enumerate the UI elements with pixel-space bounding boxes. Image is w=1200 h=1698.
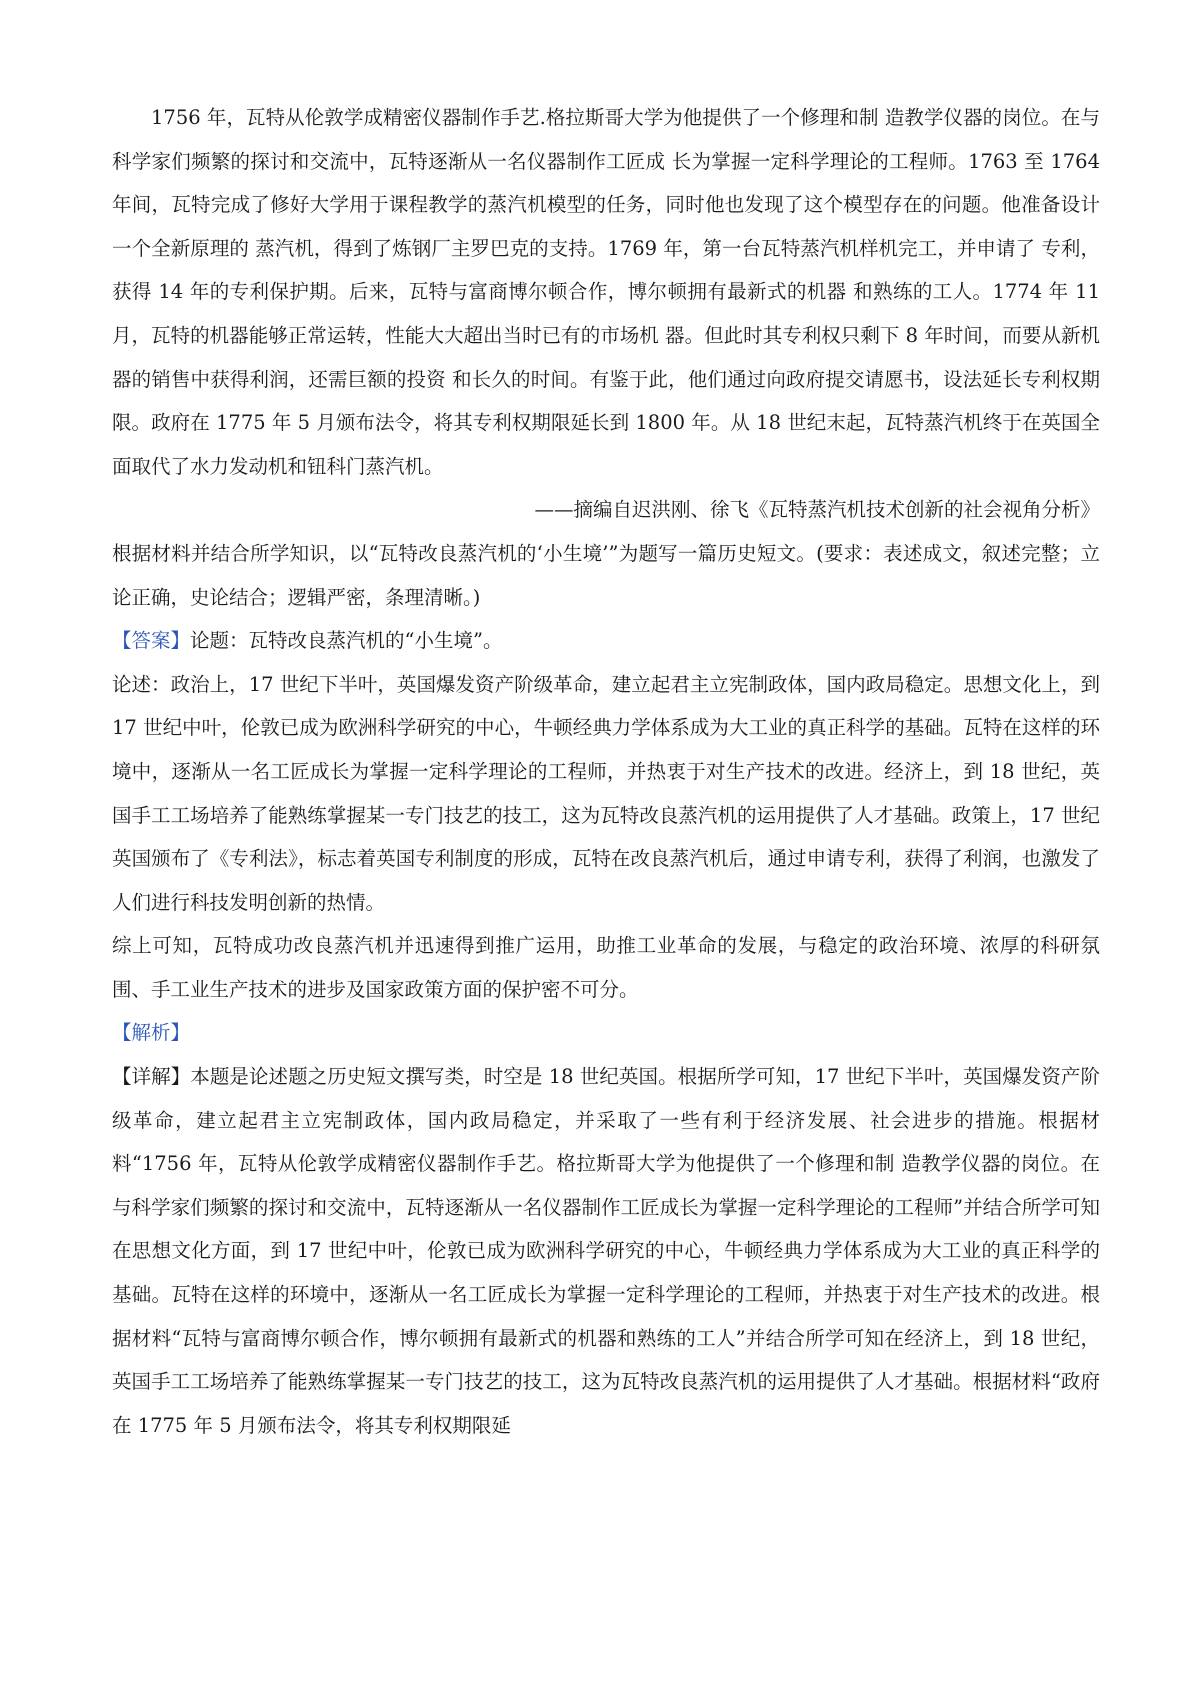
question-prompt: 根据材料并结合所学知识，以“瓦特改良蒸汽机的‘小生境’”为题写一篇历史短文。(要求：表述成文，叙述完整；立论正确，史论结合；逻辑严密，条理清晰。) xyxy=(112,541,1100,609)
document-page xyxy=(112,96,1100,1447)
analysis-label: 【解析】 xyxy=(112,1021,191,1045)
answer-conclusion: 综上可知，瓦特成功改良蒸汽机并迅速得到推广运用，助推工业革命的发展，与稳定的政治环境、浓厚的科研氛围、手工业生产技术的进步及国家政策方面的保护密不可分。 xyxy=(112,934,1100,1001)
material-paragraph: 1756 年，瓦特从伦敦学成精密仪器制作手艺.格拉斯哥大学为他提供了一个修理和制 造教学仪器的岗位。在与科学家们频繁的探讨和交流中，瓦特逐渐从一名仪器制作工匠成 长为掌握一定科学理论的工程师。1763 至 1764 年间，瓦特完成了修好大学用于课程教学的蒸汽机模型的任务，同时他也发现了这个模型存在的问题。他准备设计一个全新原理的 蒸汽机，得到了炼钢厂主罗巴克的支持。1769 年，第一台瓦特蒸汽机样机完工，并申请了 专利，获得 14 年的专利保护期。后来，瓦特与富商博尔顿合作，博尔顿拥有最新式的机器 和熟练的工人。1774 年 11 月，瓦特的机器能够正常运转，性能大大超出当时已有的市场机 器。但此时其专利权只剩下 8 年时间，而要从新机器的销售中获得利润，还需巨额的投资 和长久的时间。有鉴于此，他们通过向政府提交请愿书，设法延长专利权期限。政府在 1775 年 5 月颁布法令，将其专利权期限延长到 1800 年。从 18 世纪末起，瓦特蒸汽机终于在英国全面取代了水力发动机和钮科门蒸汽机。 xyxy=(112,106,1100,478)
detail-paragraph xyxy=(112,1055,1100,1447)
detail-label: 【详解】 xyxy=(112,1065,191,1089)
answer-label: 【答案】 xyxy=(112,629,191,653)
material-source: ——摘编自迟洪刚、徐飞《瓦特蒸汽机技术创新的社会视角分析》 xyxy=(534,498,1100,522)
answer-thesis: 论题：瓦特改良蒸汽机的“小生境”。 xyxy=(190,629,503,653)
answer-argument: 论述：政治上，17 世纪下半叶，英国爆发资产阶级革命，建立起君主立宪制政体，国内政局稳定。思想文化上，到 17 世纪中叶，伦敦已成为欧洲科学研究的中心，牛顿经典力学体系成为大工业的真正科学的基础。瓦特在这样的环境中，逐渐从一名工匠成长为掌握一定科学理论的工程师，并热衷于对生产技术的改进。经济上，到 18 世纪，英国手工工场培养了能熟练掌握某一专门技艺的技工，这为瓦特改良蒸汽机的运用提供了人才基础。政策上，17 世纪英国颁布了《专利法》，标志着英国专利制度的形成，瓦特在改良蒸汽机后，通过申请专利，获得了利润，也激发了人们进行科技发明创新的热情。 xyxy=(112,672,1100,914)
answer-thesis-line xyxy=(112,619,1100,663)
analysis-heading xyxy=(112,1011,1100,1055)
detail-text: 本题是论述题之历史短文撰写类，时空是 18 世纪英国。根据所学可知，17 世纪下半叶，英国爆发资产阶级革命，建立起君主立宪制政体，国内政局稳定，并采取了一些有利于经济发展、社会进步的措施。根据材料“1756 年，瓦特从伦敦学成精密仪器制作手艺。格拉斯哥大学为他提供了一个修理和制 造教学仪器的岗位。在与科学家们频繁的探讨和交流中，瓦特逐渐从一名仪器制作工匠成长为掌握一定科学理论的工程师”并结合所学可知在思想文化方面，到 17 世纪中叶，伦敦已成为欧洲科学研究的中心，牛顿经典力学体系成为大工业的真正科学的基础。瓦特在这样的环境中，逐渐从一名工匠成长为掌握一定科学理论的工程师，并热衷于对生产技术的改进。根据材料“瓦特与富商博尔顿合作，博尔顿拥有最新式的机器和熟练的工人”并结合所学可知在经济上，到 18 世纪，英国手工工场培养了能熟练掌握某一专门技艺的技工，这为瓦特改良蒸汽机的运用提供了人才基础。根据材料“政府在 1775 年 5 月颁布法令，将其专利权期限延 xyxy=(112,1065,1100,1437)
